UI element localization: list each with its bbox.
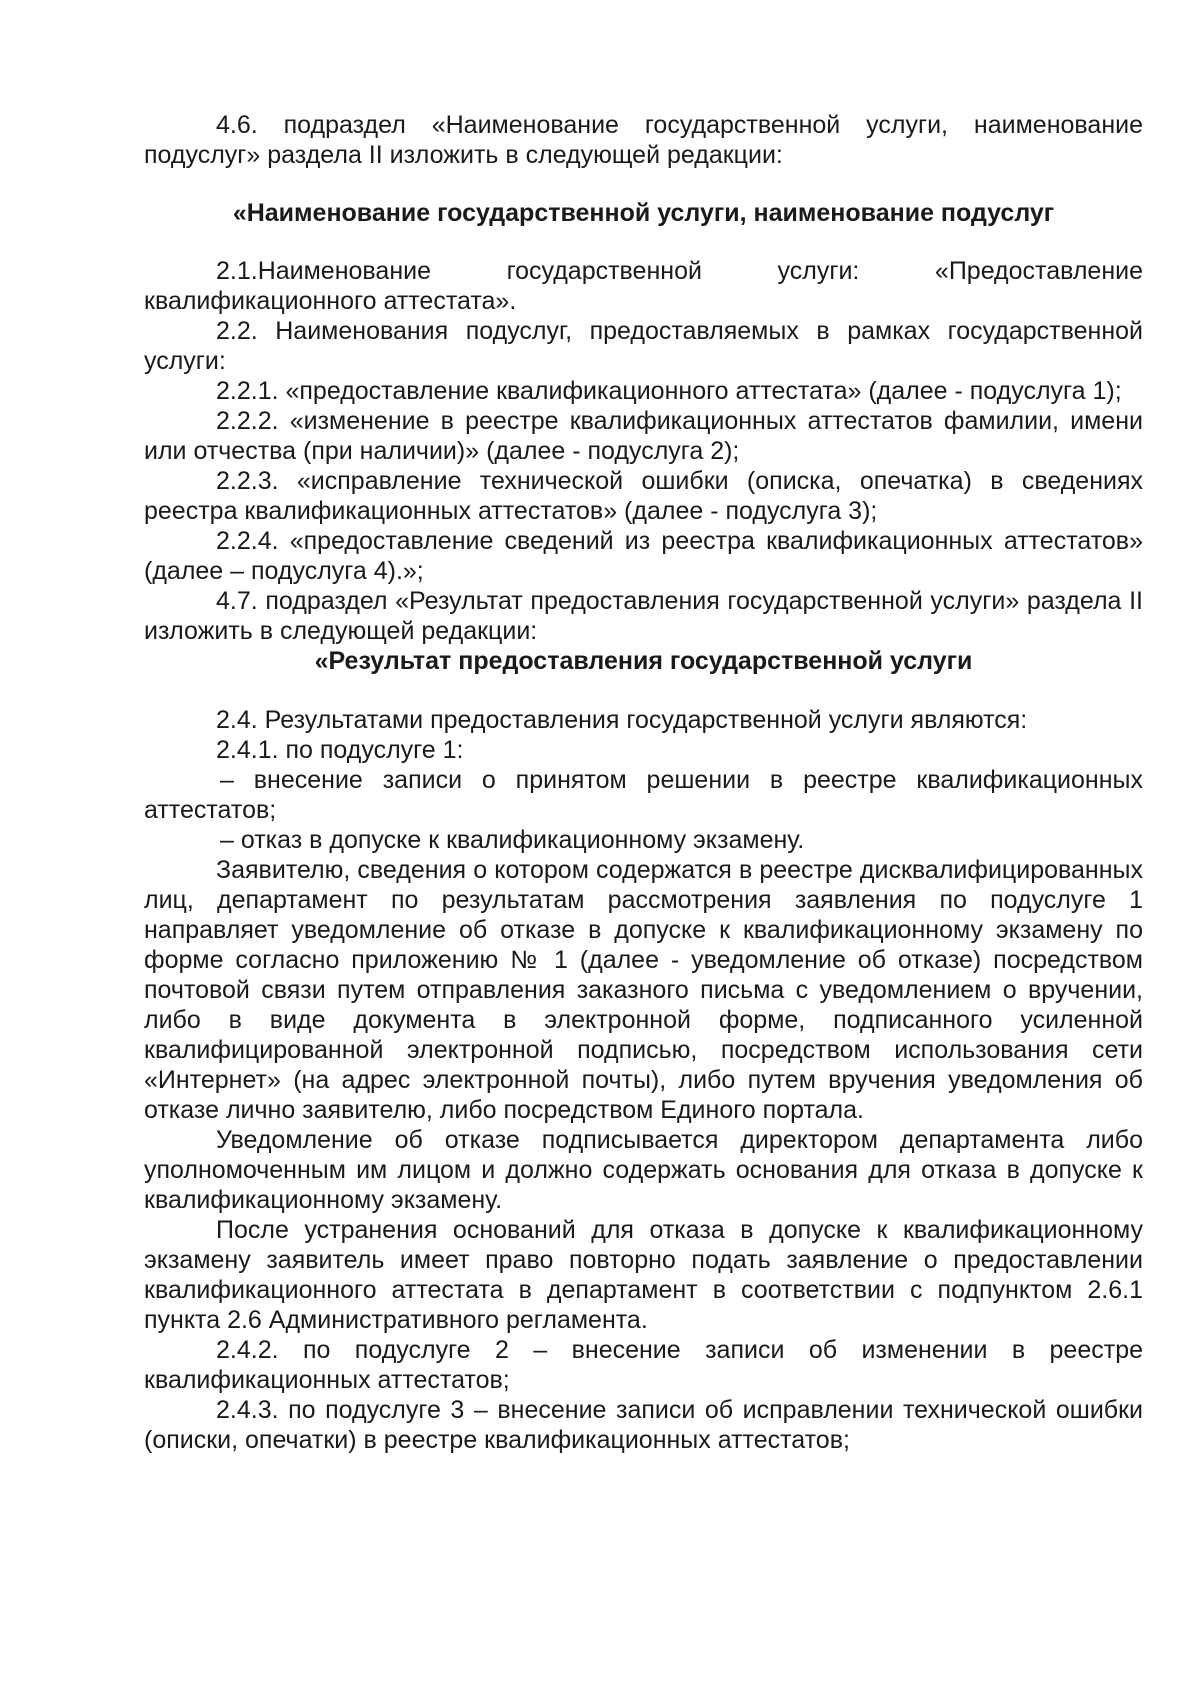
- para-2-2-4: 2.2.4. «предоставление сведений из реестра квалификационных аттестатов» (далее – подуслуга 4).»;: [144, 527, 1143, 585]
- para-2-2: 2.2. Наименования подуслуг, предоставляемых в рамках государственной услуги:: [144, 317, 1143, 375]
- para-2-4: 2.4. Результатами предоставления государственной услуги являются:: [216, 706, 1028, 734]
- para-2-2-3: 2.2.3. «исправление технической ошибки (описка, опечатка) в сведениях реестра квалификационных аттестатов» (далее - подуслуга 3);: [144, 467, 1143, 525]
- para-4-7: 4.7. подраздел «Результат предоставления государственной услуги» раздела II изложить в следующей редакции:: [144, 587, 1143, 645]
- para-2-4-2: 2.4.2. по подуслуге 2 – внесение записи об изменении в реестре квалификационных аттестатов;: [144, 1336, 1143, 1394]
- para-after-elimination: После устранения оснований для отказа в допуске к квалификационному экзамену заявитель имеет право повторно подать заявление о предоставлении квалификационного аттестата в департамент в соответствии с подпунктом 2.6.1 пункта 2.6 Административного регламента.: [144, 1216, 1143, 1334]
- heading-service-result: «Результат предоставления государственной услуги: [314, 647, 973, 675]
- para-refusal-notice-signed: Уведомление об отказе подписывается директором департамента либо уполномоченным им лицом и должно содержать основания для отказа в допуске к квалификационному экзамену.: [144, 1126, 1143, 1214]
- para-2-2-2: 2.2.2. «изменение в реестре квалификационных аттестатов фамилии, имени или отчества (при наличии)» (далее - подуслуга 2);: [144, 407, 1143, 465]
- para-applicant-disqualified: Заявителю, сведения о котором содержатся в реестре дисквалифицированных лиц, департамент по результатам рассмотрения заявления по подуслуге 1 направляет уведомление об отказе в допуске к квалификационному экзамену по форме согласно приложению № 1 (далее - уведомление об отказе) посредством почтовой связи путем отправления заказного письма с уведомлением о вручении, либо в виде документа в электронной форме, подписанного усиленной квалифицированной электронной подписью, посредством использования сети «Интернет» (на адрес электронной почты), либо путем вручения уведомления об отказе лично заявителю, либо посредством Единого портала.: [144, 856, 1143, 1124]
- dash-item-record: – внесение записи о принятом решении в реестре квалификационных аттестатов;: [144, 766, 1143, 824]
- dash-item-refusal: – отказ в допуске к квалификационному экзамену.: [220, 826, 805, 854]
- para-2-1: 2.1.Наименование государственной услуги: «Предоставление квалификационного аттестата».: [144, 257, 1143, 315]
- document-page: [144, 110, 1143, 1455]
- para-2-2-1: 2.2.1. «предоставление квалификационного аттестата» (далее - подуслуга 1);: [216, 377, 1122, 405]
- para-2-4-3: 2.4.3. по подуслуге 3 – внесение записи об исправлении технической ошибки (описки, опечатки) в реестре квалификационных аттестатов;: [144, 1396, 1143, 1454]
- heading-service-name: «Наименование государственной услуги, наименование подуслуг: [232, 199, 1055, 227]
- para-2-4-1: 2.4.1. по подуслуге 1:: [216, 736, 464, 764]
- para-4-6: 4.6. подраздел «Наименование государственной услуги, наименование подуслуг» раздела II изложить в следующей редакции:: [144, 111, 1143, 169]
